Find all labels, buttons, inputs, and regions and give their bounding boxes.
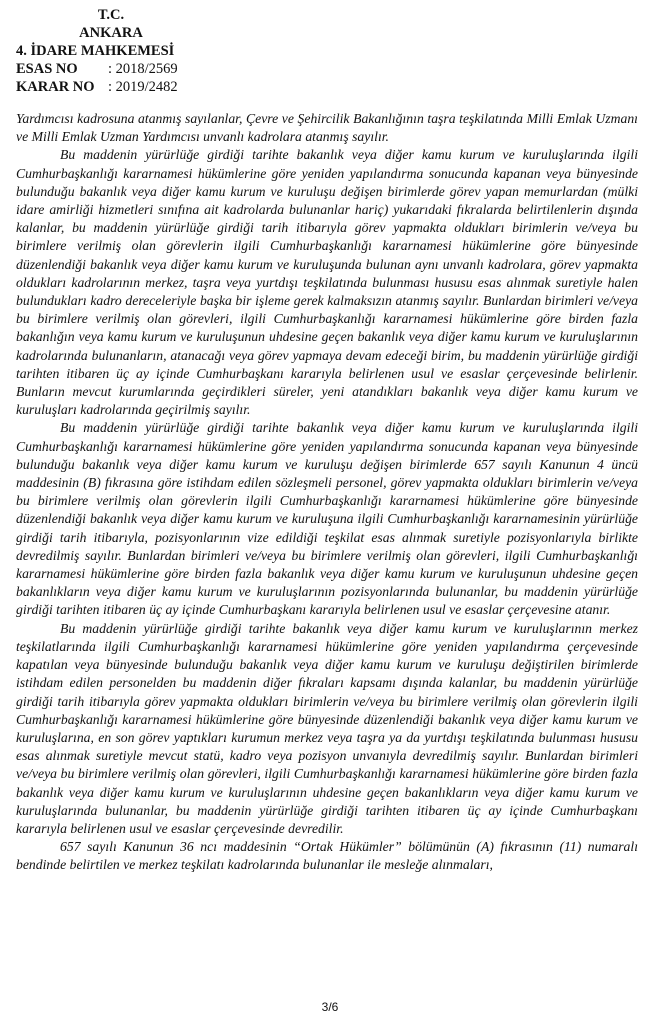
esas-value: : 2018/2569	[108, 61, 178, 77]
paragraph: Bu maddenin yürürlüğe girdiği tarihte bakanlık veya diğer kamu kurum ve kuruluşlarının merkez teşkilatlarında ilgili Cumhurbaşkanlığı kararnamesi hükümlerine göre yeniden yapılandırma çerçevesinde kapatılan veya bünyesinde bulunduğu bakanlık veya diğer kamu kurum ve kuruluşu değiştirilen birimlerde istihdam edilen personelden bu maddenin diğer fıkraları kapsamı dışında kalanlar, bu maddenin yürürlüğe girdiği tarih itibarıyla görev yapmakta oldukları birimlerin ve/veya bu birimlere verilmiş olan görevlerin ilgili Cumhurbaşkanlığı kararnamesi hükümlerine göre bünyesinde düzenlendiği bakanlık veya diğer kamu kurum ve kuruluşlarına, en son görev yaptıkları kurumun merkez veya taşra ya da yurtdışı teşkilatında bulunması hususu esas alınmak suretiyle mevcut statü, kadro veya pozisyon unvanıyla devredilmiş sayılır. Bunlardan birimleri ve/veya bu birimlere verilmiş olan görevleri, ilgili Cumhurbaşkanlığı kararnamesi hükümlerine göre birden fazla bakanlık veya diğer kamu kurum ve kuruluşlarının uhdesine geçen bakanlıkların veya diğer kamu kurum ve kuruluşlarında bulunanlar, bu maddenin yürürlüğe girdiği tarihten itibaren üç ay içinde Cumhurbaşkanı kararıyla belirlenen usul ve esaslar çerçevesinde devredilir.	[16, 620, 638, 836]
header-tc: T.C.	[97, 7, 125, 23]
document-body	[16, 110, 638, 875]
court-name: 4. İDARE MAHKEMESİ	[16, 43, 175, 59]
paragraph: 657 sayılı Kanunun 36 ncı maddesinin “Ortak Hükümler” bölümünün (A) fıkrasının (11) numaralı bendinde belirtilen ve merkez teşkilatı kadrolarında bulunanlar ile mesleğe alınmaları,	[16, 839, 638, 873]
karar-label: KARAR NO	[16, 79, 95, 95]
page-number: 3/6	[321, 1000, 339, 1014]
esas-label: ESAS NO	[16, 61, 78, 77]
paragraph-continuation: Yardımcısı kadrosuna atanmış sayılanlar, Çevre ve Şehircilik Bakanlığının taşra teşkilatında Milli Emlak Uzmanı ve Milli Emlak Uzman Yardımcısı unvanlı kadrolara atanmış sayılır.	[16, 111, 638, 145]
header-city: ANKARA	[79, 25, 143, 41]
karar-value: : 2019/2482	[108, 79, 178, 95]
paragraph: Bu maddenin yürürlüğe girdiği tarihte bakanlık veya diğer kamu kurum ve kuruluşlarında ilgili Cumhurbaşkanlığı kararnamesi hükümlerine göre yeniden yapılandırma sonucunda kapanan veya bünyesinde bulunduğu bakanlık veya diğer kamu kurum ve kuruluşu değişen birimlerde 657 sayılı Kanunun 4 üncü maddesinin (B) fıkrasına göre istihdam edilen sözleşmeli personel, görev yapmakta oldukları birimlerin ve/veya bu birimlere verilmiş olan görevlerin ilgili Cumhurbaşkanlığı kararnamesi hükümlerine göre bünyesinde düzenlendiği bakanlık veya diğer kamu kurum ve kuruluşuna ilgili Cumhurbaşkanlığı kararnamesinin yürürlüğe girdiği tarih itibarıyla, pozisyonlarının vize edildiği teşkilat esas alınmak suretiyle pozisyonlarıyla birlikte devredilmiş sayılır. Bunlardan birimleri ve/veya bu birimlere verilmiş olan görevleri, ilgili Cumhurbaşkanlığı kararnamesi hükümlerine göre birden fazla bakanlık veya diğer kamu kurum ve kuruluşunun uhdesine geçen bakanlıkların veya diğer kamu kurum ve kuruluşlarının pozisyonlarında bulunanlar, bu maddenin yürürlüğe girdiği tarihten itibaren üç ay içinde Cumhurbaşkanı kararıyla belirlenen usul ve esaslar çerçevesine atanır.	[16, 420, 638, 618]
paragraph: Bu maddenin yürürlüğe girdiği tarihte bakanlık veya diğer kamu kurum ve kuruluşlarında ilgili Cumhurbaşkanlığı kararnamesi hükümlerine göre yeniden yapılandırma sonucunda kapanan veya bünyesinde bulunduğu bakanlık veya diğer kamu kurum ve kuruluşu değişen birimlerde görev yapan memurlardan (mülki idare amirliği hizmetleri sınıfına ait kadrolarda bulunanlar hariç) yukarıdaki fıkralarda belirtilenlerin dışında kalanlar, bu maddenin yürürlüğe girdiği tarih itibarıyla görev yapmakta oldukları birimlerin ve/veya bu birimlere verilmiş olan görevlerin ilgili Cumhurbaşkanlığı kararnamesi hükümlerine göre bünyesinde düzenlendiği bakanlık veya diğer kamu kurum ve kuruluşunda bulunan aynı unvanlı kadrolara, görev yapmakta oldukları kadrolarının merkez, taşra veya yurtdışı teşkilatında bulunması hususu esas alınmak suretiyle halen bulundukları kadro dereceleriyle başka bir işleme gerek kalmaksızın atanmış sayılır. Bunlardan birimleri ve/veya bu birimlere verilmiş olan görevleri, ilgili Cumhurbaşkanlığı kararnamesi hükümlerine göre birden fazla bakanlığın veya kamu kurum ve kuruluşunun uhdesine geçen bakanlık veya diğer kamu kurum ve kuruluşlarının kadrolarında bulunanların, atanacağı veya görev yapmaya devam edeceği birim, bu maddenin yürürlüğe girdiği tarihten itibaren üç ay içinde Cumhurbaşkanı kararıyla belirlenen usul ve esaslar çerçevesinde belirlenir. Bunların mevcut kurumlarında geçirdikleri süreler, yeni atandıkları bakanlık veya diğer kamu kurum ve kuruluşları kadrolarında geçirilmiş sayılır.	[16, 147, 638, 418]
document-header	[16, 6, 656, 96]
esas-row	[16, 60, 656, 78]
karar-row	[16, 78, 656, 96]
